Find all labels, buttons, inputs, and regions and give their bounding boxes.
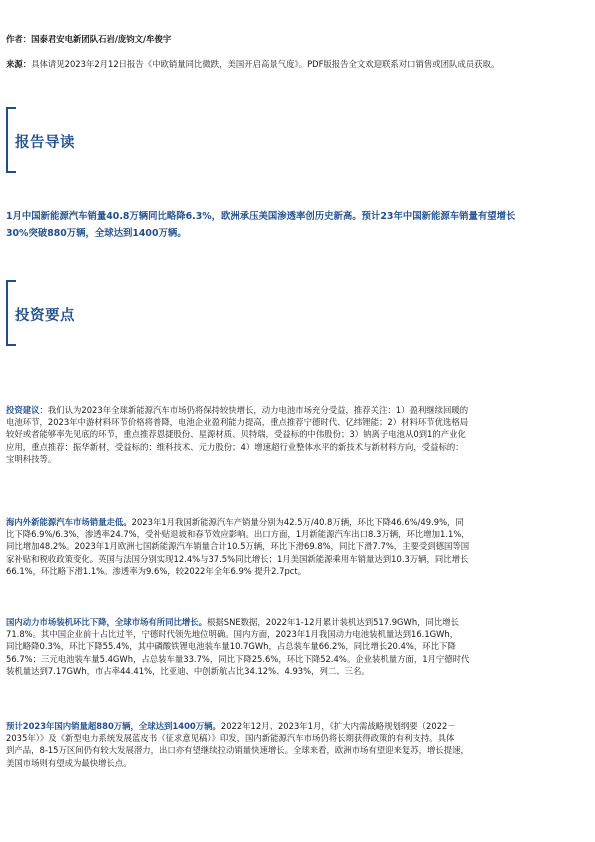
source-text: 具体请见2023年2月12日报告《中欧销量同比微跌，美国开启高景气度》。PDF版报告全文欢迎联系对口销售或团队成员获取。	[31, 59, 500, 69]
paragraph-line: 电池环节，2023年中游材料环节价格将普降，电池企业盈利能力提高，重点推荐宁德时代、亿纬锂能；2）材料环节优选格局	[6, 417, 469, 428]
paragraph-line: 56.7%；三元电池装车量5.4GWh，占总装车量33.7%，同比下降25.6%，环比下降52.4%。企业装机量方面，1月宁德时代	[6, 653, 470, 664]
paragraph-line: 到产品，8-15万区间仍有较大发展潜力，出口亦有望继续拉动销量快速增长。全球来看，欧洲市场有望迎来复苏，增长提速，	[6, 745, 469, 756]
paragraph-line: 投资建议：我们认为2023年全球新能源汽车市场仍将保持较快增长，动力电池市场充分受益，推荐关注：1）盈利继续回暖的	[6, 405, 469, 415]
sales-forecast-paragraph	[6, 720, 592, 769]
source-label: 来源：	[6, 59, 32, 69]
paragraph-lead: 海内外新能源汽车市场销量走低。	[6, 517, 132, 527]
guide-section-title: 报告导读	[15, 135, 75, 151]
points-section-header	[6, 280, 86, 346]
paragraph-line: 国内动力市场装机环比下降，全球市场有所同比增长。根据SNE数据，2022年1-12月累计装机达到517.9GWh，同比增长	[6, 617, 459, 627]
paragraph-line: 同比增加48.2%。2023年1月欧洲七国新能源汽车销量合计10.5万辆，环比下滑69.8%，同比下滑7.7%，主要受到德国等国	[6, 541, 470, 552]
paragraph-lead: 预计2023年国内销量超880万辆，全球达到1400万辆。	[6, 721, 221, 731]
battery-installation-paragraph	[6, 616, 592, 677]
guide-section-header	[6, 107, 86, 173]
paragraph-line: 预计2023年国内销量超880万辆，全球达到1400万辆。2022年12月、2023年1月，《扩大内需战略规划纲要（2022－	[6, 721, 456, 731]
paragraph-line: 海内外新能源汽车市场销量走低。2023年1月我国新能源汽车产销量分别为42.5万/40.8万辆，环比下降46.6%/49.9%，同	[6, 517, 464, 527]
guide-summary-line: 1月中国新能源汽车销量40.8万辆同比略降6.3%，欧洲承压美国渗透率创历史新高。预计23年中国新能源车销量有望增长	[6, 211, 516, 222]
guide-summary-line: 30%突破880万辆，全球达到1400万辆。	[6, 228, 187, 239]
points-section-title: 投资要点	[15, 308, 75, 324]
ev-sales-paragraph	[6, 516, 592, 577]
guide-summary	[6, 208, 515, 242]
investment-advice-paragraph	[6, 404, 592, 465]
paragraph-line: 较好或者能够率先见底的环节，重点推荐恩捷股份、星源材质、贝特瑞，受益标的中伟股份；3）钠离子电池从0到1的产业化	[6, 429, 466, 440]
paragraph-line: 同比略降0.3%，环比下降55.4%，其中磷酸铁锂电池装车量10.7GWh，占总装车量66.2%，同比增长20.4%，环比下降	[6, 641, 456, 652]
author-line: 作者：国泰君安电新团队石岩/庞钧文/牟俊宇	[6, 34, 172, 44]
paragraph-line: 比下降6.9%/6.3%，渗透率24.7%，受补贴退坡和春节效应影响。出口方面，1月新能源汽车出口8.3万辆，环比增加1.1%，	[6, 529, 470, 540]
paragraph-line: 71.8%。其中国企业前十占比过半，宁德时代领先地位明确。国内方面，2023年1月我国动力电池装机量达到16.1GWh，	[6, 629, 459, 640]
paragraph-line: 装机量达到7.17GWh，市占率44.41%，比亚迪、中创新航占比34.12%、4.93%，列二、三名。	[6, 665, 370, 676]
paragraph-line: 美国市场则有望成为最快增长点。	[6, 757, 132, 768]
source-line	[6, 58, 499, 70]
paragraph-lead: 投资建议：	[6, 405, 48, 415]
paragraph-line: 66.1%，环比略下滑1.1%。渗透率为9.6%，较2022年全年6.9% 提升2.7pct。	[6, 565, 307, 576]
paragraph-line: 应用，重点推荐：振华新材，受益标的：维科技术、元力股份；4）增速超行业整体水平的新技术与新材料方向，受益标的：	[6, 441, 464, 452]
paragraph-line: 2035年）》及《新型电力系统发展蓝皮书（征求意见稿）》印发，国内新能源汽车市场仍将长期获得政策的有利支持。具体	[6, 733, 455, 744]
paragraph-line: 家补贴和税收政策变化。英国与法国分别实现12.4%与37.5%同比增长；1月美国新能源乘用车销量达到10.3万辆，同比增长	[6, 553, 469, 564]
paragraph-line: 宝明科技等。	[6, 453, 57, 464]
paragraph-lead: 国内动力市场装机环比下降，全球市场有所同比增长。	[6, 617, 207, 627]
